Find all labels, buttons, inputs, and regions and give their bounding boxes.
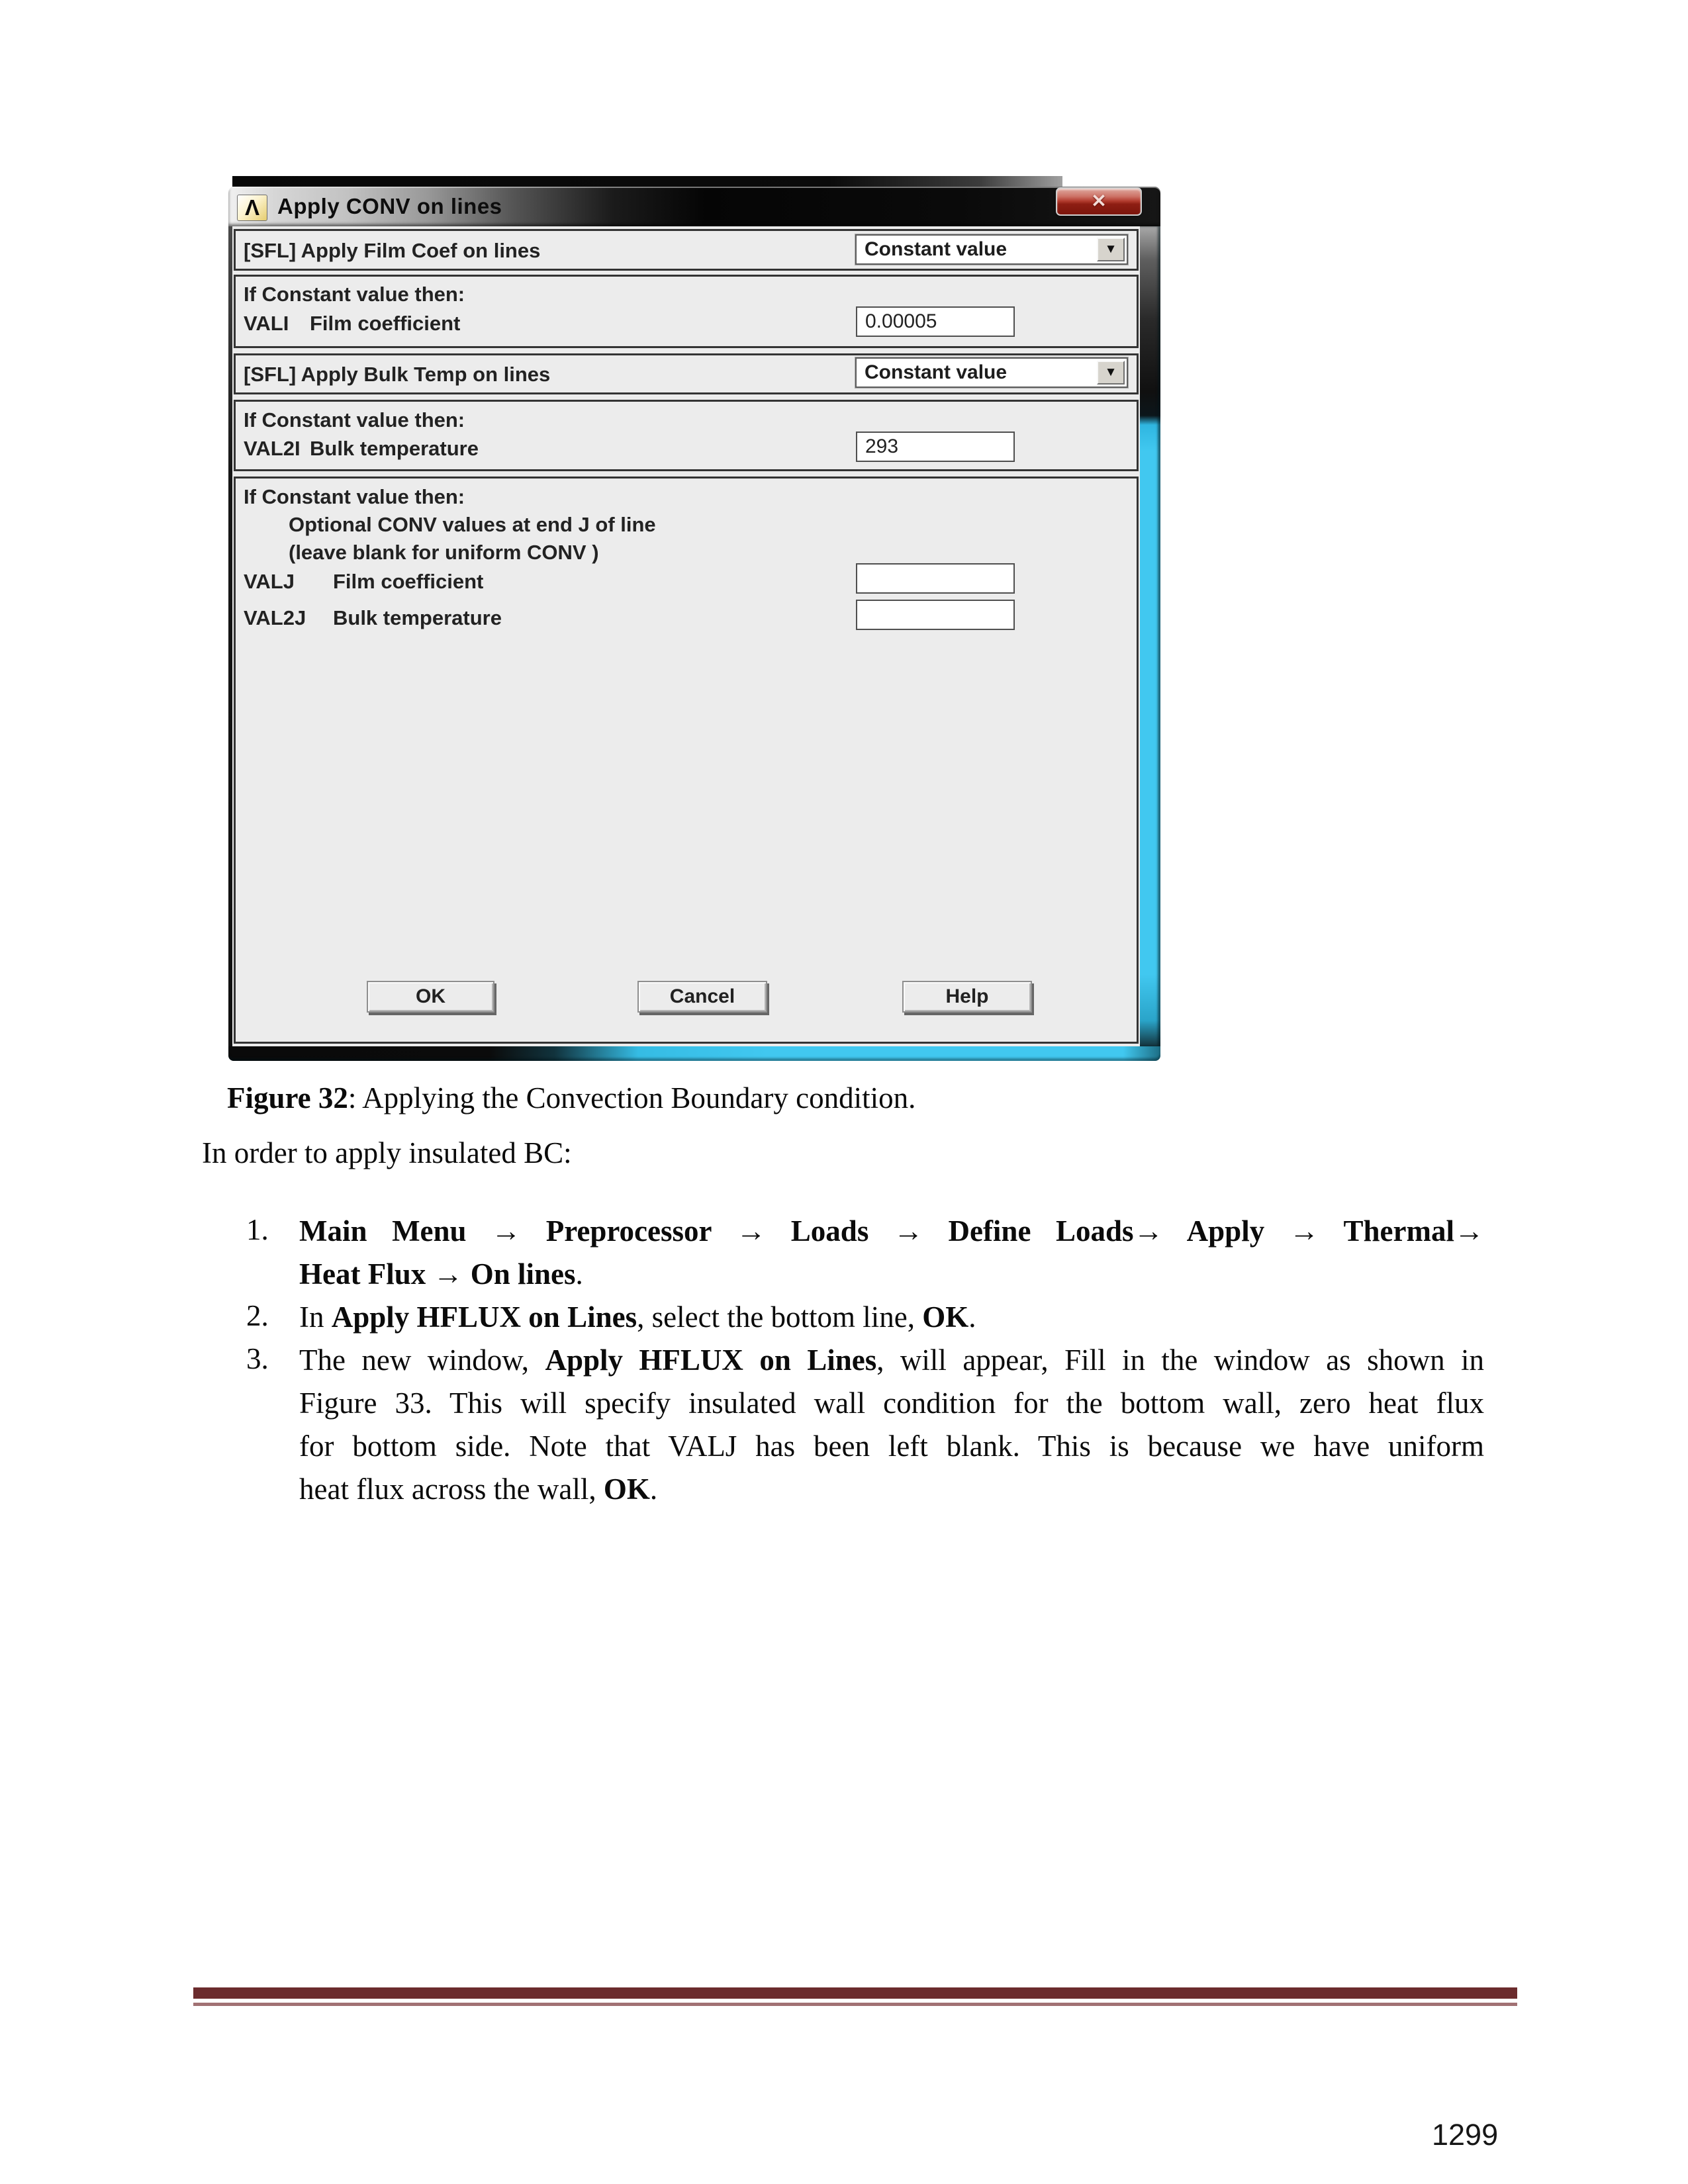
film-coef-label: [SFL] Apply Film Coef on lines	[244, 239, 541, 262]
text-run: .	[649, 1473, 658, 1506]
apply-conv-dialog	[228, 176, 1160, 1061]
text-run: .	[575, 1257, 583, 1291]
bulk-temp-dropdown-value: Constant value	[865, 361, 1008, 383]
text-run: , select the bottom line,	[637, 1300, 923, 1334]
window-top-shadow	[232, 176, 1062, 187]
list-item-line	[299, 1255, 1484, 1293]
chevron-down-icon[interactable]: ▼	[1097, 361, 1125, 385]
text-run: for bottom side. Note that VALJ has been left blank. This is because we have uniform	[299, 1430, 1484, 1463]
section-vali	[234, 275, 1139, 348]
optional-conv-line1: Optional CONV values at end J of line	[289, 513, 656, 536]
window-frame-right	[1140, 226, 1160, 1046]
text-run: Figure 33. This will specify insulated wall condition for the bottom wall, zero heat flux	[299, 1387, 1484, 1420]
if-constant-label-3: If Constant value then:	[244, 485, 465, 508]
list-item-line	[299, 1428, 1484, 1465]
list-item-number: 2.	[246, 1299, 269, 1332]
text-run: OK	[603, 1473, 650, 1506]
vali-code: VALI	[244, 312, 289, 335]
vali-input[interactable]	[856, 306, 1015, 337]
list-item-number: 1.	[246, 1213, 269, 1246]
text-run: Main Menu → Preprocessor → Loads → Define Loads→ Apply → Thermal→	[299, 1214, 1484, 1248]
bulk-temp-label: [SFL] Apply Bulk Temp on lines	[244, 363, 551, 386]
val2j-row	[244, 606, 502, 630]
close-button[interactable]	[1056, 187, 1142, 216]
vali-desc: Film coefficient	[310, 312, 461, 335]
text-run: : Applying the Convection Boundary condition.	[348, 1081, 916, 1115]
text-run: Apply HFLUX on Lines	[545, 1343, 877, 1377]
footer-divider-thick	[193, 1987, 1517, 1999]
film-coef-dropdown-value: Constant value	[865, 238, 1008, 260]
if-constant-label-1: If Constant value then:	[244, 283, 465, 306]
section-val2i	[234, 400, 1139, 471]
section-film-coef	[234, 229, 1139, 271]
list-item-line	[299, 1212, 1484, 1250]
footer-divider-thin	[193, 2003, 1517, 2006]
val2j-input[interactable]	[856, 600, 1015, 630]
text-run: In	[299, 1300, 332, 1334]
valj-desc: Film coefficient	[333, 570, 484, 593]
section-optional-j	[234, 477, 1139, 1044]
help-button[interactable]: Help	[902, 981, 1032, 1013]
val2j-code: VAL2J	[244, 606, 306, 629]
section-bulk-temp	[234, 353, 1139, 394]
dialog-titlebar[interactable]	[228, 187, 1160, 226]
list-item-line	[299, 1342, 1484, 1379]
list-item-line	[299, 1385, 1484, 1422]
optional-conv-line2: (leave blank for uniform CONV )	[289, 541, 599, 564]
val2j-desc: Bulk temperature	[333, 606, 502, 629]
if-constant-label-2: If Constant value then:	[244, 408, 465, 432]
valj-code: VALJ	[244, 570, 295, 593]
film-coef-dropdown[interactable]	[855, 234, 1128, 265]
text-run: The new window,	[299, 1343, 545, 1377]
dialog-title: Apply CONV on lines	[277, 194, 502, 218]
page-number: 1299	[1432, 2118, 1499, 2152]
vali-row	[244, 312, 460, 336]
close-icon: ✕	[1091, 191, 1107, 211]
ansys-lambda-icon: Λ	[237, 195, 267, 221]
figure-caption	[227, 1081, 915, 1115]
val2i-code: VAL2I	[244, 437, 301, 460]
list-item-line	[299, 1298, 1484, 1336]
val2i-desc: Bulk temperature	[310, 437, 479, 460]
valj-row	[244, 570, 483, 594]
val2i-input[interactable]	[856, 432, 1015, 462]
intro-paragraph: In order to apply insulated BC:	[202, 1136, 572, 1169]
text-run: .	[968, 1300, 976, 1334]
list-item-number: 3.	[246, 1342, 269, 1375]
window-frame-bottom	[228, 1046, 1160, 1061]
val2i-row	[244, 437, 479, 461]
dialog-client-area	[232, 226, 1140, 1046]
bulk-temp-dropdown[interactable]	[855, 357, 1128, 388]
list-item-line	[299, 1471, 1484, 1508]
text-run: Figure 32	[227, 1081, 348, 1115]
text-run: , will appear, Fill in the window as shown in	[876, 1343, 1484, 1377]
text-run: OK	[922, 1300, 969, 1334]
text-run: Heat Flux → On lines	[299, 1257, 576, 1291]
chevron-down-icon[interactable]: ▼	[1097, 238, 1125, 261]
text-run: Apply HFLUX on Lines	[331, 1300, 637, 1334]
cancel-button[interactable]: Cancel	[637, 981, 767, 1013]
text-run: heat flux across the wall,	[299, 1473, 604, 1506]
ok-button[interactable]: OK	[367, 981, 494, 1013]
valj-input[interactable]	[856, 563, 1015, 594]
